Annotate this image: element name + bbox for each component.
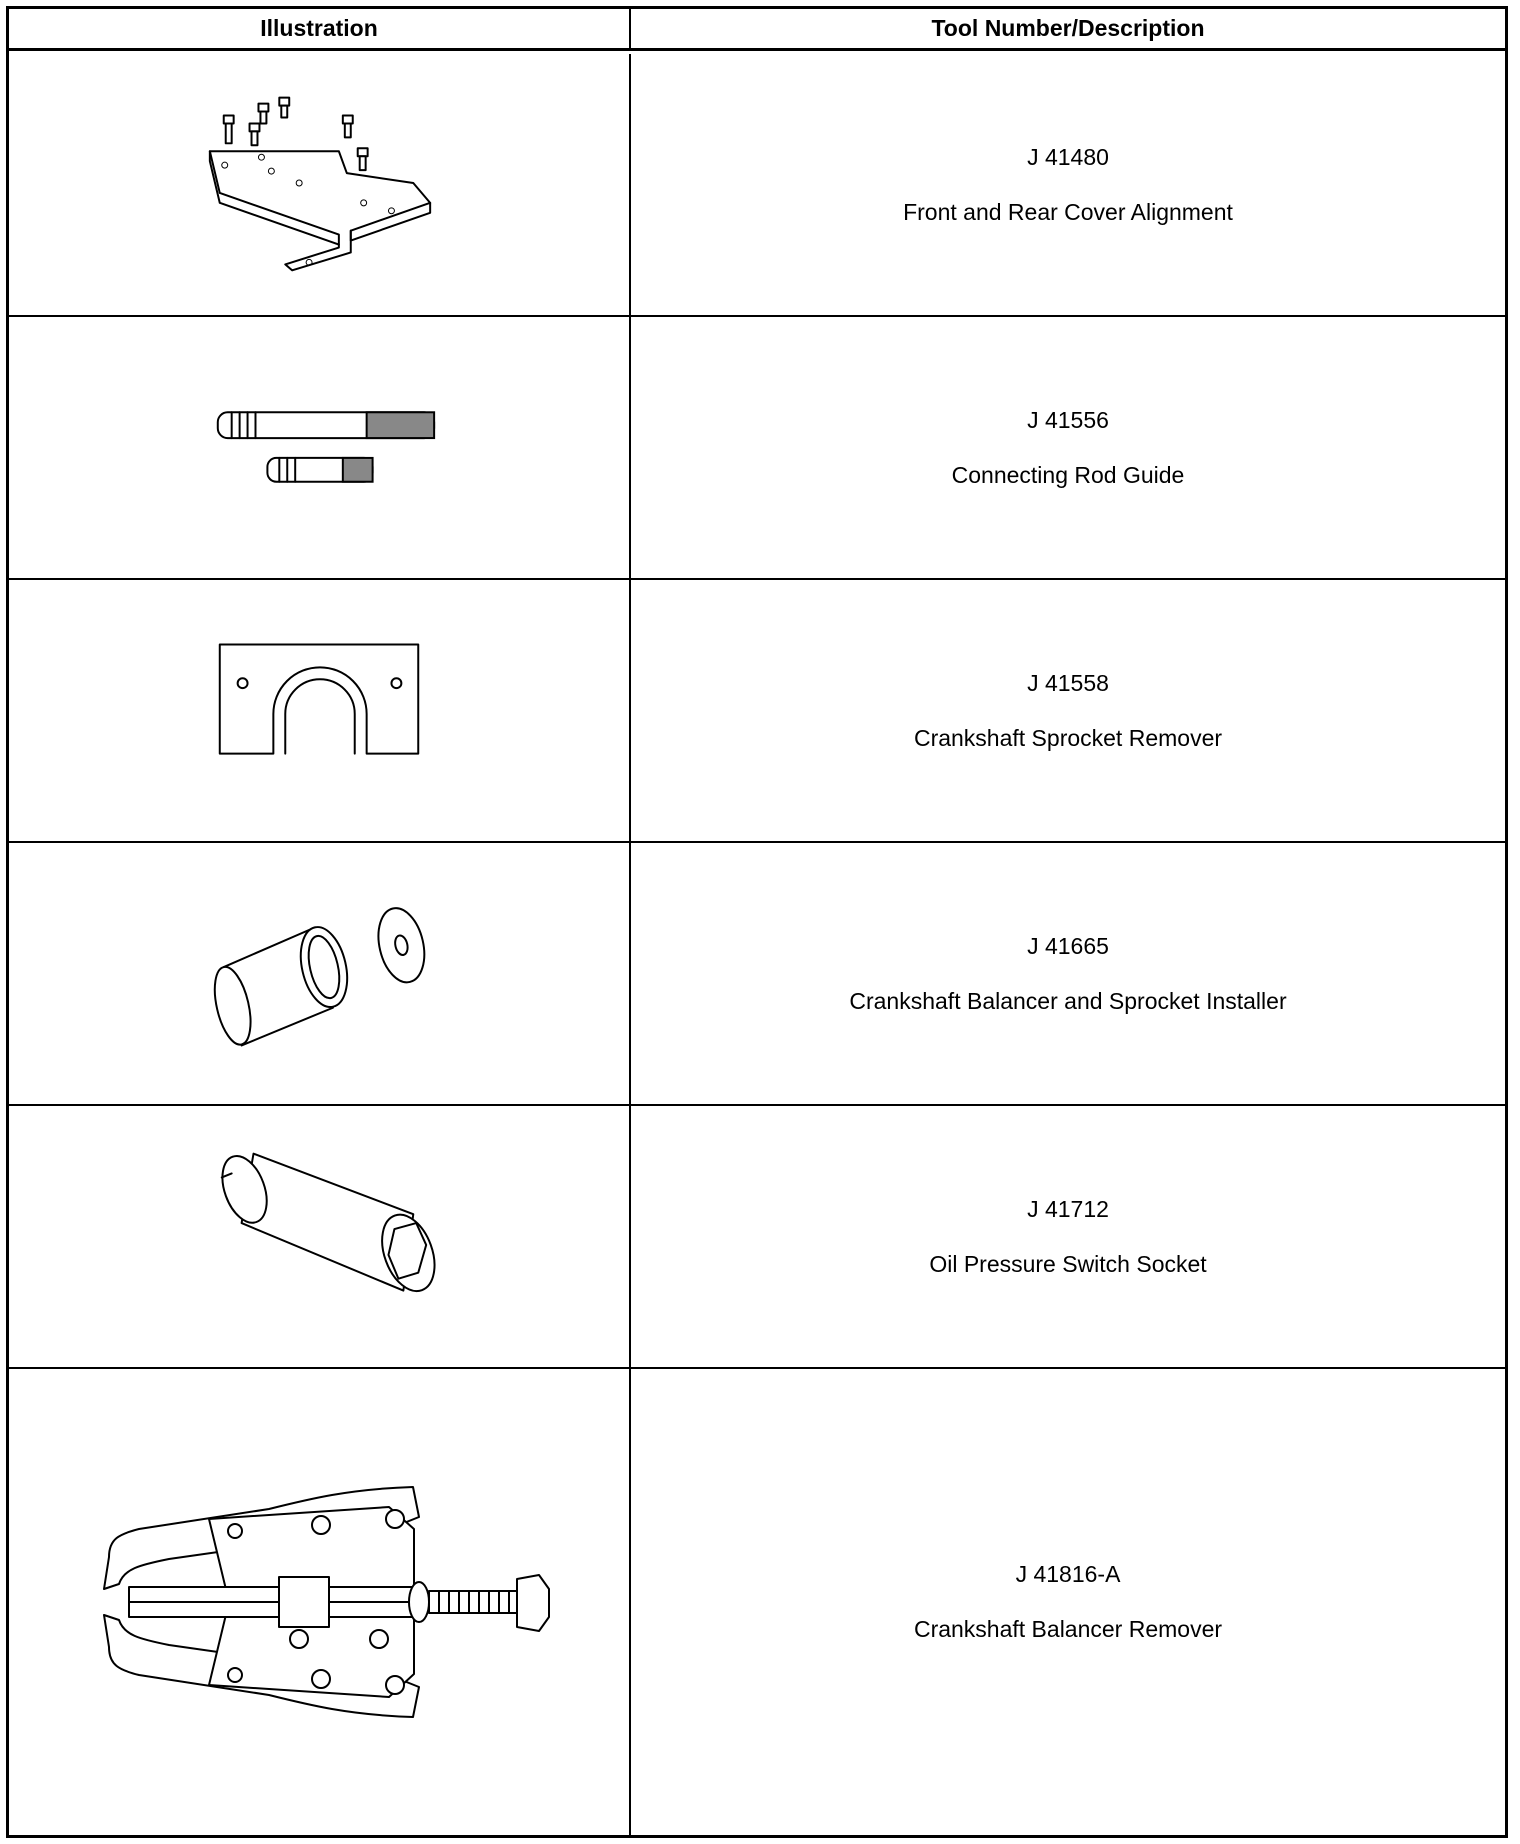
tool-description: Front and Rear Cover Alignment [903,198,1233,225]
illustration-cell [9,317,631,578]
header-cell-illustration [9,9,631,48]
header-cell-tool [631,9,1505,48]
tool-cell [631,54,1505,315]
tool-cell [631,843,1505,1104]
installer-sleeve-icon [9,843,631,1104]
tool-cell [631,317,1505,578]
tool-cell [631,580,1505,841]
table-row [9,1369,1505,1835]
header-tool-number-description: Tool Number/Description [931,15,1205,41]
table-row [9,580,1505,843]
tool-number: J 41558 [1027,669,1109,696]
illustration-cell [9,1106,631,1367]
illustration-cell [9,843,631,1104]
tool-description: Crankshaft Balancer and Sprocket Installer [849,987,1287,1014]
rod-guide-icon [9,317,631,578]
header-illustration: Illustration [260,15,378,41]
balancer-puller-icon [9,1369,631,1835]
alignment-plate-icon [9,54,631,315]
table-row [9,54,1505,317]
illustration-cell [9,580,631,841]
tool-description: Crankshaft Sprocket Remover [913,724,1223,751]
tool-number: J 41556 [1027,406,1109,433]
tool-cell [631,1106,1505,1367]
tool-cell [631,1369,1505,1835]
table-header-row [9,9,1505,51]
tool-number: J 41665 [1027,932,1109,959]
special-tools-table [6,6,1508,1838]
sprocket-remover-plate-icon [9,580,631,841]
tool-number: J 41816-A [1015,1561,1121,1587]
table-row [9,843,1505,1106]
table-row [9,317,1505,580]
tool-description: Oil Pressure Switch Socket [929,1250,1207,1277]
switch-socket-icon [9,1106,631,1367]
illustration-cell [9,54,631,315]
tool-description: Connecting Rod Guide [951,461,1185,488]
illustration-cell [9,1369,631,1835]
tool-description: Crankshaft Balancer Remover [913,1616,1223,1642]
tool-number: J 41712 [1027,1195,1109,1222]
table-row [9,1106,1505,1369]
tool-number: J 41480 [1027,143,1109,170]
